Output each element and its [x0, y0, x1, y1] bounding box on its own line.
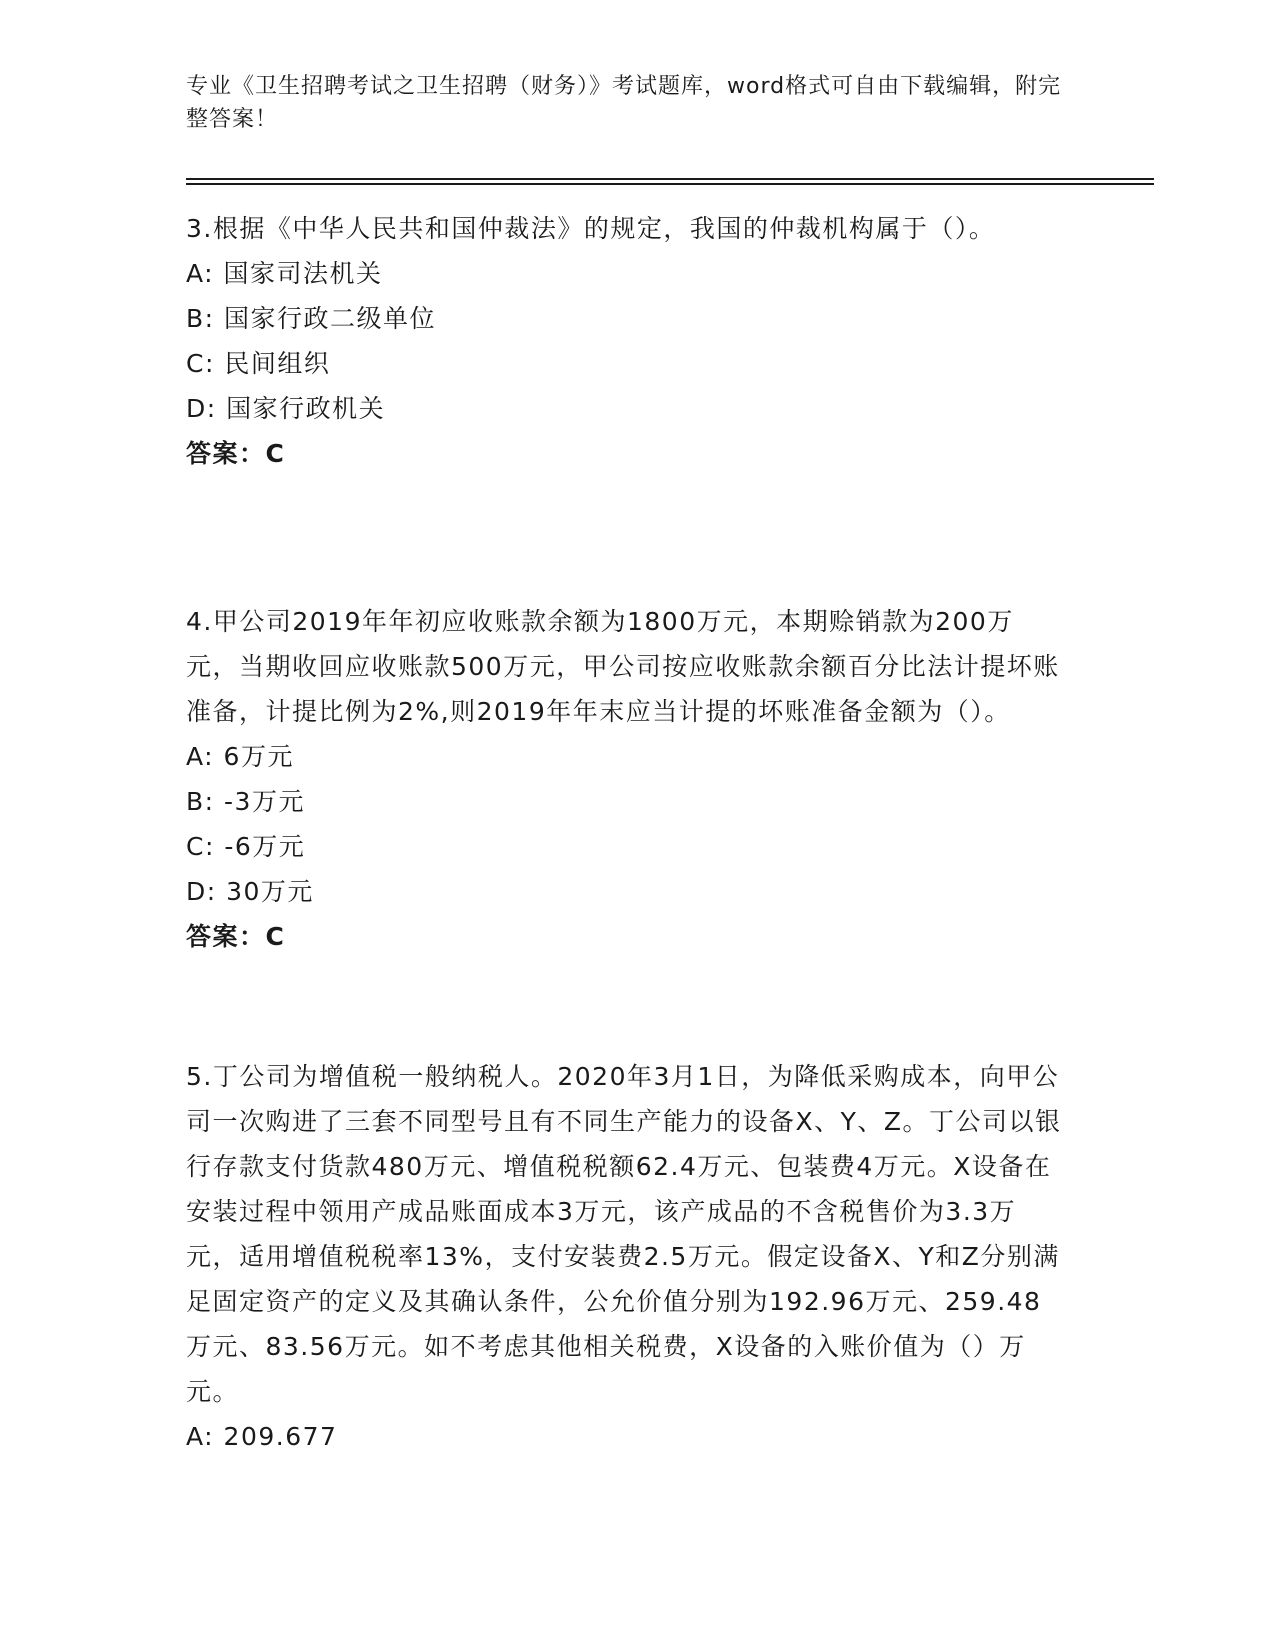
- option-a: A: 6万元: [186, 742, 294, 771]
- option-d: D: 国家行政机关: [186, 394, 386, 423]
- question-stem: 4.甲公司2019年年初应收账款余额为1800万元，本期赊销款为200万元，当期收回应收账款500万元，甲公司按应收账款余额百分比法计提坏账准备，计提比例为2%,则2019年年末应当计提的坏账准备金额为（）。: [186, 607, 1060, 726]
- answer: 答案：C: [186, 922, 286, 951]
- option-b: B: -3万元: [186, 787, 305, 816]
- header-divider-bottom: [186, 183, 1154, 185]
- option-c: C: -6万元: [186, 832, 306, 861]
- question-stem: 3.根据《中华人民共和国仲裁法》的规定，我国的仲裁机构属于（）。: [186, 214, 996, 243]
- question-3: [186, 206, 1066, 476]
- question-stem: 5.丁公司为增值税一般纳税人。2020年3月1日，为降低采购成本，向甲公司一次购进了三套不同型号且有不同生产能力的设备X、Y、Z。丁公司以银行存款支付货款480万元、增值税税额62.4万元、包装费4万元。X设备在安装过程中领用产成品账面成本3万元，该产成品的不含税售价为3.3万元，适用增值税税率13%，支付安装费2.5万元。假定设备X、Y和Z分别满足固定资产的定义及其确认条件，公允价值分别为192.96万元、259.48万元、83.56万元。如不考虑其他相关税费，X设备的入账价值为（）万元。: [186, 1062, 1062, 1406]
- option-a: A: 209.677: [186, 1422, 338, 1451]
- option-d: D: 30万元: [186, 877, 314, 906]
- option-b: B: 国家行政二级单位: [186, 304, 437, 333]
- document-header: 专业《卫生招聘考试之卫生招聘（财务）》考试题库，word格式可自由下载编辑，附完整答案！: [186, 74, 1062, 132]
- question-4: [186, 599, 1066, 959]
- option-a: A: 国家司法机关: [186, 259, 383, 288]
- answer: 答案：C: [186, 439, 286, 468]
- header-divider-top: [186, 178, 1154, 180]
- option-c: C: 民间组织: [186, 349, 331, 378]
- question-5: [186, 1054, 1066, 1459]
